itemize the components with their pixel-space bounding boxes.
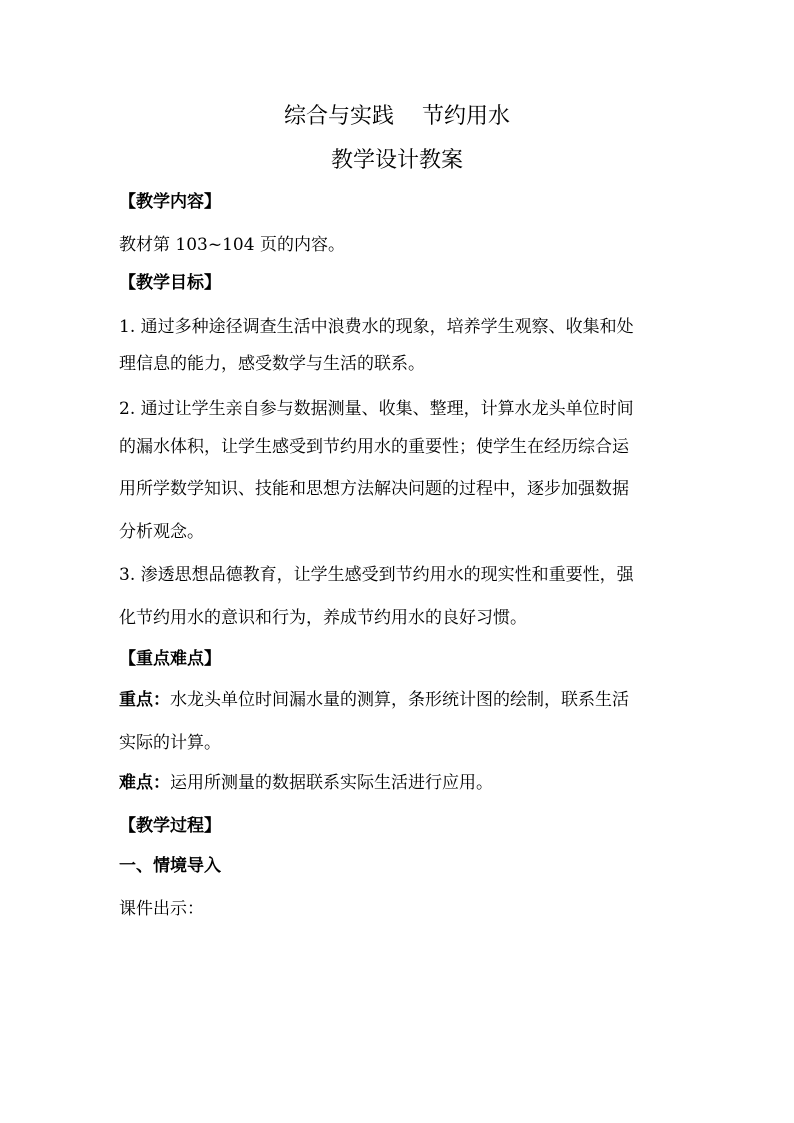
section-heading-goals: 【教学目标】 bbox=[119, 273, 221, 293]
goal-1-line-1: 1. 通过多种途径调查生活中浪费水的现象，培养学生观察、收集和处 bbox=[119, 317, 634, 337]
section-heading-content: 【教学内容】 bbox=[119, 192, 221, 212]
goal-2-line-1: 2. 通过让学生亲自参与数据测量、收集、整理，计算水龙头单位时间 bbox=[119, 399, 634, 419]
section-heading-key-points: 【重点难点】 bbox=[119, 649, 221, 669]
process-step-1: 一、情境导入 bbox=[119, 856, 221, 876]
goal-2-line-2: 的漏水体积，让学生感受到节约用水的重要性；使学生在经历综合运 bbox=[119, 437, 629, 457]
difficult-point-line bbox=[119, 772, 679, 794]
goal-2-line-3: 用所学数学知识、技能和思想方法解决问题的过程中，逐步加强数据 bbox=[119, 479, 629, 499]
difficult-point-text: 运用所测量的数据联系实际生活进行应用。 bbox=[170, 773, 493, 793]
process-text: 课件出示： bbox=[119, 899, 204, 919]
content-text: 教材第 103~104 页的内容。 bbox=[119, 235, 345, 255]
section-heading-process: 【教学过程】 bbox=[119, 816, 221, 836]
key-point-text: 水龙头单位时间漏水量的测算，条形统计图的绘制，联系生活 bbox=[170, 690, 629, 710]
document-subtitle: 教学设计教案 bbox=[330, 148, 463, 173]
goal-2-line-4: 分析观念。 bbox=[119, 522, 204, 542]
key-point-label: 重点： bbox=[119, 690, 170, 710]
goal-1-line-2: 理信息的能力，感受数学与生活的联系。 bbox=[119, 354, 425, 374]
document-title: 综合与实践 节约用水 bbox=[284, 104, 510, 129]
goal-3-line-1: 3. 渗透思想品德教育，让学生感受到节约用水的现实性和重要性，强 bbox=[119, 565, 634, 585]
difficult-point-label: 难点： bbox=[119, 773, 170, 793]
key-point-line-1 bbox=[119, 689, 679, 711]
goal-3-line-2: 化节约用水的意识和行为，养成节约用水的良好习惯。 bbox=[119, 608, 527, 628]
key-point-line-2: 实际的计算。 bbox=[119, 733, 221, 753]
